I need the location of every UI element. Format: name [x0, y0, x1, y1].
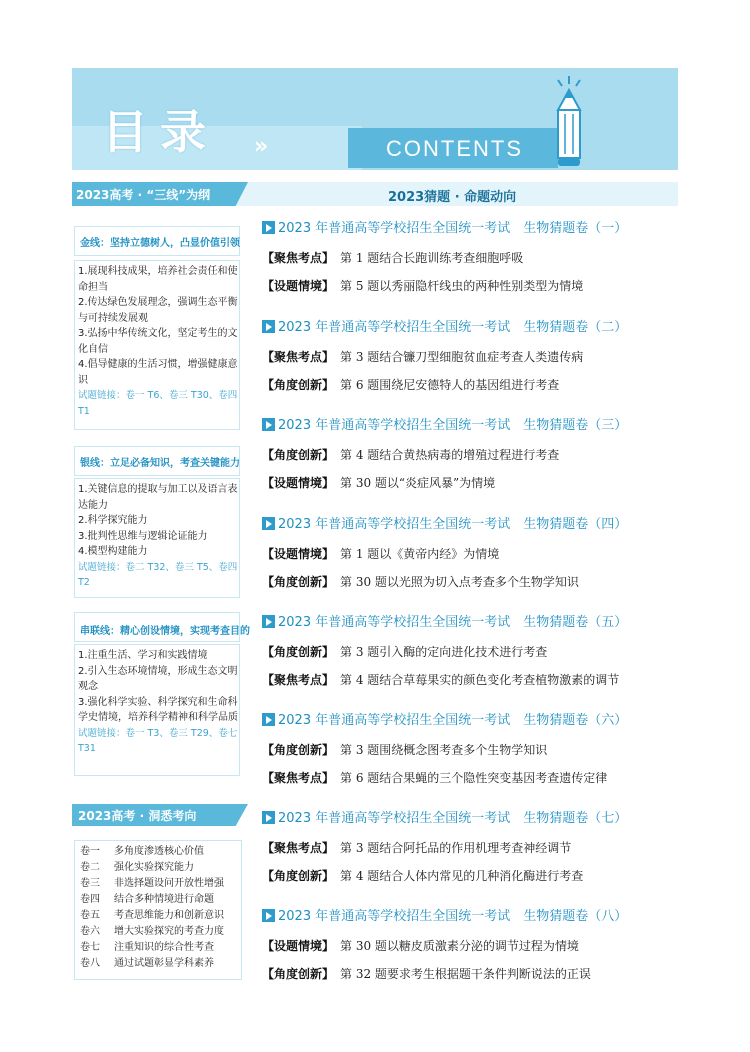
- exam-line: [262, 441, 682, 469]
- exam-desc: 第 1 题以《黄帝内经》为情境: [340, 547, 500, 561]
- insight-row: [80, 956, 224, 972]
- list-item: 3.批判性思维与逻辑论证能力: [78, 530, 208, 542]
- play-icon: [262, 517, 275, 530]
- exam-title-link[interactable]: [262, 415, 682, 437]
- volume-trend: 结合多种情境进行命题: [114, 894, 214, 905]
- list-item: 2.引入生态环境情境，形成生态文明观念: [78, 665, 238, 692]
- exam-line: [262, 343, 682, 371]
- exam-tag: 【角度创新】: [262, 645, 335, 659]
- play-icon: [262, 221, 275, 234]
- play-icon: [262, 909, 275, 922]
- exam-section: [262, 415, 682, 497]
- exam-tag: 【聚焦考点】: [262, 251, 335, 265]
- chevron-right-icon: ››: [254, 134, 265, 159]
- exam-tag: 【角度创新】: [262, 743, 335, 757]
- insight-title: 2023高考 · 洞悉考向: [78, 809, 197, 823]
- volume-trend: 考查思维能力和创新意识: [114, 910, 224, 921]
- insight-list: [80, 844, 224, 972]
- list-item: 4.倡导健康的生活习惯，增强健康意识: [78, 359, 238, 386]
- insight-row: [80, 924, 224, 940]
- exam-line: [262, 666, 682, 694]
- volume-trend: 增大实验探究的考查力度: [114, 926, 224, 937]
- exam-desc: 第 3 题结合镰刀型细胞贫血症考查人类遗传病: [340, 350, 584, 364]
- exam-tag: 【角度创新】: [262, 448, 335, 462]
- exam-desc: 第 1 题结合长跑训练考查细胞呼吸: [340, 251, 524, 265]
- insight-row: [80, 940, 224, 956]
- play-icon: [262, 811, 275, 824]
- insight-row: [80, 908, 224, 924]
- volume-label: 卷五: [80, 910, 100, 921]
- exam-line: [262, 932, 682, 960]
- gold-line-list: [78, 264, 242, 419]
- exam-section: [262, 710, 682, 792]
- exam-title-link[interactable]: [262, 710, 682, 732]
- exam-title-link[interactable]: [262, 218, 682, 240]
- exam-title: 2023 年普通高等学校招生全国统一考试 生物猜题卷（二）: [278, 320, 628, 335]
- exam-desc: 第 3 题引入酶的定向进化技术进行考查: [340, 645, 548, 659]
- play-icon: [262, 418, 275, 431]
- exam-desc: 第 3 题围绕概念图考查多个生物学知识: [340, 743, 548, 757]
- exam-line: [262, 960, 682, 988]
- exam-title: 2023 年普通高等学校招生全国统一考试 生物猜题卷（三）: [278, 418, 628, 433]
- list-item: 4.模型构建能力: [78, 546, 148, 557]
- exam-desc: 第 30 题以光照为切入点考查多个生物学知识: [340, 575, 579, 589]
- volume-label: 卷三: [80, 878, 100, 889]
- exam-title: 2023 年普通高等学校招生全国统一考试 生物猜题卷（六）: [278, 713, 628, 728]
- exam-line: [262, 371, 682, 399]
- exam-line: [262, 568, 682, 596]
- exam-title: 2023 年普通高等学校招生全国统一考试 生物猜题卷（四）: [278, 517, 628, 532]
- list-item: 3.强化科学实验、科学探究和生命科学史情境，培养科学精神和科学品质: [78, 696, 238, 723]
- insight-row: [80, 876, 224, 892]
- play-icon: [262, 320, 275, 333]
- exam-section: [262, 514, 682, 596]
- exam-title-link[interactable]: [262, 906, 682, 928]
- volume-label: 卷一: [80, 846, 100, 857]
- exam-tag: 【聚焦考点】: [262, 771, 335, 785]
- exam-title: 2023 年普通高等学校招生全国统一考试 生物猜题卷（一）: [278, 221, 628, 236]
- list-item: 1.展现科技成果，培养社会责任和使命担当: [78, 266, 238, 293]
- exam-title-link[interactable]: [262, 808, 682, 830]
- contents-label: CONTENTS: [386, 136, 523, 161]
- pencil-icon: [548, 74, 590, 170]
- exam-line: [262, 736, 682, 764]
- chain-line-heading: 串联线：精心创设情境，实现考查目的: [80, 626, 250, 637]
- exam-title-link[interactable]: [262, 514, 682, 536]
- volume-label: 卷八: [80, 958, 100, 969]
- exam-line: [262, 272, 682, 300]
- exam-line: [262, 244, 682, 272]
- volume-trend: 非选择题设问开放性增强: [114, 878, 224, 889]
- exam-line: [262, 638, 682, 666]
- play-icon: [262, 615, 275, 628]
- exam-title-link[interactable]: [262, 612, 682, 634]
- exam-line: [262, 862, 682, 890]
- exam-tag: 【角度创新】: [262, 967, 335, 981]
- volume-label: 卷七: [80, 942, 100, 953]
- exam-tag: 【设题情境】: [262, 476, 335, 490]
- insight-row: [80, 892, 224, 908]
- exam-line: [262, 834, 682, 862]
- exam-title: 2023 年普通高等学校招生全国统一考试 生物猜题卷（五）: [278, 615, 628, 630]
- exam-desc: 第 5 题以秀丽隐杆线虫的两种性别类型为情境: [340, 279, 584, 293]
- exam-tag: 【角度创新】: [262, 869, 335, 883]
- list-item: 1.注重生活、学习和实践情境: [78, 650, 208, 661]
- exam-title: 2023 年普通高等学校招生全国统一考试 生物猜题卷（七）: [278, 811, 628, 826]
- exam-line: [262, 764, 682, 792]
- list-item: 2.传达绿色发展理念，强调生态平衡与可持续发展观: [78, 297, 238, 324]
- exam-tag: 【设题情境】: [262, 279, 335, 293]
- strip-left-title: 2023高考 · “三线”为纲: [76, 188, 211, 202]
- exam-line: [262, 540, 682, 568]
- exam-tag: 【设题情境】: [262, 547, 335, 561]
- chain-line-list: [78, 648, 242, 757]
- exam-title: 2023 年普通高等学校招生全国统一考试 生物猜题卷（八）: [278, 909, 628, 924]
- silver-line-list: [78, 482, 242, 591]
- exam-tag: 【设题情境】: [262, 939, 335, 953]
- exam-desc: 第 3 题结合阿托品的作用机理考查神经调节: [340, 841, 572, 855]
- exam-desc: 第 4 题结合草莓果实的颜色变化考查植物激素的调节: [340, 673, 620, 687]
- exam-line: [262, 469, 682, 497]
- exam-tag: 【聚焦考点】: [262, 673, 335, 687]
- exam-desc: 第 30 题以糖皮质激素分泌的调节过程为情境: [340, 939, 579, 953]
- exam-section: [262, 218, 682, 300]
- strip-right-title: 2023猜题 · 命题动向: [388, 190, 517, 205]
- exam-title-link[interactable]: [262, 317, 682, 339]
- insight-row: [80, 860, 224, 876]
- list-item: 1.关键信息的提取与加工以及语言表达能力: [78, 484, 238, 511]
- question-link: 试题链接：卷一 T6、卷三 T30、卷四 T1: [78, 390, 238, 417]
- insight-row: [80, 844, 224, 860]
- gold-line-heading: 金线：坚持立德树人，凸显价值引领: [80, 238, 240, 249]
- exam-section: [262, 317, 682, 399]
- exam-desc: 第 30 题以“炎症风暴”为情境: [340, 476, 496, 490]
- exam-tag: 【聚焦考点】: [262, 350, 335, 364]
- exam-desc: 第 6 题围绕尼安德特人的基因组进行考查: [340, 378, 560, 392]
- volume-label: 卷六: [80, 926, 100, 937]
- silver-line-heading: 银线：立足必备知识，考查关键能力: [80, 458, 240, 469]
- list-item: 3.弘扬中华传统文化，坚定考生的文化自信: [78, 328, 238, 355]
- volume-label: 卷四: [80, 894, 100, 905]
- volume-trend: 强化实验探究能力: [114, 862, 194, 873]
- exam-tag: 【角度创新】: [262, 575, 335, 589]
- exam-desc: 第 6 题结合果蝇的三个隐性突变基因考查遗传定律: [340, 771, 608, 785]
- volume-trend: 注重知识的综合性考查: [114, 942, 214, 953]
- volume-trend: 多角度渗透核心价值: [114, 846, 204, 857]
- exam-desc: 第 32 题要求考生根据题干条件判断说法的正误: [340, 967, 591, 981]
- page-title: 目录: [102, 105, 218, 159]
- volume-trend: 通过试题彰显学科素养: [114, 958, 214, 969]
- exam-section: [262, 808, 682, 890]
- play-icon: [262, 713, 275, 726]
- volume-label: 卷二: [80, 862, 100, 873]
- question-link: 试题链接：卷一 T3、卷三 T29、卷七 T31: [78, 727, 238, 754]
- exam-tag: 【聚焦考点】: [262, 841, 335, 855]
- exam-section: [262, 906, 682, 988]
- exam-section: [262, 612, 682, 694]
- exam-desc: 第 4 题结合人体内常见的几种消化酶进行考查: [340, 869, 584, 883]
- exam-tag: 【角度创新】: [262, 378, 335, 392]
- exam-desc: 第 4 题结合黄热病毒的增殖过程进行考查: [340, 448, 560, 462]
- question-link: 试题链接：卷二 T32、卷三 T5、卷四 T2: [78, 561, 238, 588]
- list-item: 2.科学探究能力: [78, 515, 148, 526]
